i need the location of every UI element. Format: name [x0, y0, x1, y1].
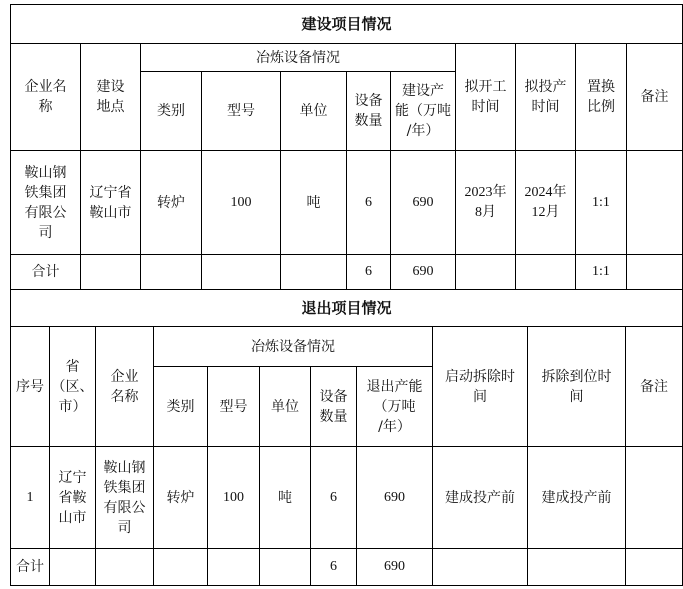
header-start-time: 拟开工 时间: [455, 43, 516, 151]
exit-row-remark: [625, 446, 683, 549]
header-capacity: 建设产 能（万吨 /年）: [390, 71, 456, 151]
exit-row-demolish-done: 建成投产前: [527, 446, 626, 549]
total-empty: [80, 254, 141, 290]
row-production-time: 2024年 12月: [515, 150, 576, 255]
exit-total-count: 6: [310, 548, 357, 586]
row-capacity: 690: [390, 150, 456, 255]
exit-total-empty: [527, 548, 626, 586]
exit-row-unit: 吨: [259, 446, 311, 549]
header-ratio: 置换 比例: [575, 43, 627, 151]
exit-header-company: 企业 名称: [95, 326, 154, 447]
exit-total-empty: [259, 548, 311, 586]
total-label: 合计: [10, 254, 81, 290]
exit-header-equipment-group: 冶炼设备情况: [153, 326, 433, 367]
exit-row-demolish-start: 建成投产前: [432, 446, 528, 549]
row-location: 辽宁省 鞍山市: [80, 150, 141, 255]
header-unit: 单位: [280, 71, 347, 151]
exit-header-count: 设备 数量: [310, 366, 357, 447]
exit-row-province: 辽宁 省鞍 山市: [49, 446, 96, 549]
exit-header-province: 省 （区、 市）: [49, 326, 96, 447]
exit-header-demolish-done: 拆除到位时 间: [527, 326, 626, 447]
total-empty: [201, 254, 281, 290]
total-count: 6: [346, 254, 391, 290]
exit-row-count: 6: [310, 446, 357, 549]
header-equipment-group: 冶炼设备情况: [140, 43, 456, 72]
row-count: 6: [346, 150, 391, 255]
total-capacity: 690: [390, 254, 456, 290]
exit-total-empty: [625, 548, 683, 586]
total-empty: [280, 254, 347, 290]
total-empty: [140, 254, 202, 290]
exit-row-capacity: 690: [356, 446, 433, 549]
row-ratio: 1:1: [575, 150, 627, 255]
exit-total-empty: [207, 548, 260, 586]
header-company: 企业名 称: [10, 43, 81, 151]
exit-total-label: 合计: [10, 548, 50, 586]
row-model: 100: [201, 150, 281, 255]
total-ratio: 1:1: [575, 254, 627, 290]
exit-total-capacity: 690: [356, 548, 433, 586]
exit-header-model: 型号: [207, 366, 260, 447]
exit-row-company: 鞍山钢 铁集团 有限公 司: [95, 446, 154, 549]
exit-header-capacity: 退出产能 （万吨 /年）: [356, 366, 433, 447]
exit-row-type: 转炉: [153, 446, 208, 549]
row-company: 鞍山钢 铁集团 有限公 司: [10, 150, 81, 255]
row-unit: 吨: [280, 150, 347, 255]
header-location: 建设 地点: [80, 43, 141, 151]
total-empty: [455, 254, 516, 290]
header-model: 型号: [201, 71, 281, 151]
header-remark: 备注: [626, 43, 683, 151]
exit-row-model: 100: [207, 446, 260, 549]
exit-title: 退出项目情况: [10, 289, 683, 327]
construction-title: 建设项目情况: [10, 4, 683, 44]
row-remark: [626, 150, 683, 255]
total-empty: [515, 254, 576, 290]
header-type: 类别: [140, 71, 202, 151]
header-production-time: 拟投产 时间: [515, 43, 576, 151]
exit-header-seq: 序号: [10, 326, 50, 447]
exit-header-type: 类别: [153, 366, 208, 447]
exit-total-empty: [49, 548, 96, 586]
exit-total-empty: [95, 548, 154, 586]
row-start-time: 2023年 8月: [455, 150, 516, 255]
exit-row-seq: 1: [10, 446, 50, 549]
row-type: 转炉: [140, 150, 202, 255]
exit-header-remark: 备注: [625, 326, 683, 447]
total-empty: [626, 254, 683, 290]
exit-header-demolish-start: 启动拆除时 间: [432, 326, 528, 447]
exit-total-empty: [153, 548, 208, 586]
header-count: 设备 数量: [346, 71, 391, 151]
exit-header-unit: 单位: [259, 366, 311, 447]
exit-total-empty: [432, 548, 528, 586]
